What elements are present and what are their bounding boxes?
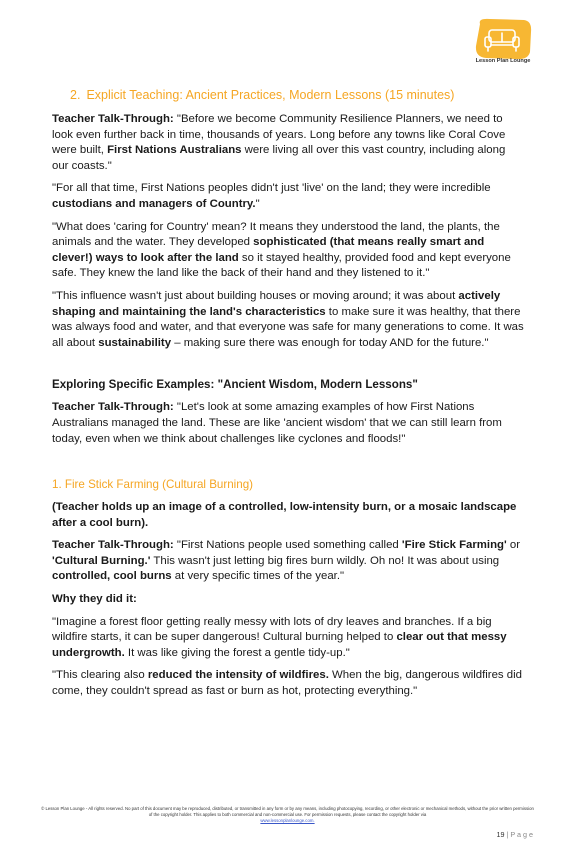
talk-through-label: Teacher Talk-Through: xyxy=(52,539,174,552)
text: "What does 'caring for Country' mean? It means they understood the land, the plants, the animals and the water. They developed xyxy=(52,220,500,249)
text: "Let's look at some amazing examples of how First Nations Australians managed the land. These are like 'ancient wisdom' that we can still learn from today, even when we think about challenges like cyclones and floods!" xyxy=(52,401,502,445)
bold-text: actively shaping and maintaining the land's characteristics xyxy=(52,289,501,318)
bold-text: First Nations Australians xyxy=(107,144,242,157)
text: "First Nations people used something called xyxy=(173,539,402,552)
text: This wasn't just letting big fires burn wildly. Oh no! It was about using xyxy=(150,554,500,567)
text: It was like giving the forest a gentle tidy-up." xyxy=(124,646,350,659)
text: were living all over this vast country, including along our coasts." xyxy=(52,144,506,172)
text: at very specific times of the year." xyxy=(171,570,345,583)
examples-heading: Exploring Specific Examples: "Ancient Wisdom, Modern Lessons" xyxy=(52,378,418,392)
text: "Imagine a forest floor getting really messy with lots of dry leaves and branches. If a big wildfire starts, it can be super dangerous! Cultural burning helped to xyxy=(52,615,492,644)
paragraph-2 xyxy=(52,181,524,212)
page-number xyxy=(496,830,533,839)
text: to make sure it was healthy, that there was always food and water, and that everyone was safe for many generations to come. It was all about xyxy=(52,305,524,349)
bold-text: clear out that messy undergrowth. xyxy=(52,631,507,659)
page-separator: | xyxy=(506,830,509,839)
text: "This influence wasn't just about building houses or moving around; it was about xyxy=(52,289,459,302)
section-number: 2. xyxy=(70,88,81,102)
section-title xyxy=(70,88,524,102)
text: When the big, dangerous wildfires did come, they couldn't spread as fast or burn as hot, protecting everything." xyxy=(52,669,522,698)
website-link[interactable]: www.lessonplanlounge.com. xyxy=(260,818,315,823)
text: so it stayed healthy, provided food and kept everyone safe. They knew the land like the back of their hand and they listened to it." xyxy=(52,251,511,280)
paragraph-9 xyxy=(52,668,524,699)
talk-through-label: Teacher Talk-Through: xyxy=(52,113,174,125)
fire-stick-farming-heading: 1. Fire Stick Farming (Cultural Burning) xyxy=(52,478,254,492)
paragraph-4 xyxy=(52,289,524,351)
paragraph-5 xyxy=(52,400,524,447)
paragraph-1 xyxy=(52,112,524,174)
document-body xyxy=(52,88,524,707)
text: – making sure there was enough for today AND for the future." xyxy=(171,336,489,349)
copyright-footer xyxy=(40,806,535,824)
text: "Before we become Community Resilience Planners, we need to look even further back in time, thousands of years. Long before any towns like Coral Cove were built, xyxy=(52,113,506,157)
bold-text: sustainability xyxy=(98,336,172,349)
logo-text: Lesson Plan Lounge xyxy=(475,58,531,64)
text: or xyxy=(506,539,521,552)
bold-text: 'Fire Stick Farming' xyxy=(401,539,507,552)
bold-text: Why they did it: xyxy=(52,593,137,606)
copyright-text: © Lesson Plan Lounge - All rights reserved. No part of this document may be reproduced, distributed, or transmitted in any form or by any means, including photocopying, recording, or other electronic or mechanical methods, without the prior written permission of the copyright holder. This applies to both commercial and non-commercial use. For permission requests, please contact the copyright holder via xyxy=(41,806,534,817)
text: "This clearing also xyxy=(52,669,148,682)
stage-direction xyxy=(52,500,524,531)
talk-through-label: Teacher Talk-Through: xyxy=(52,401,174,414)
paragraph-8 xyxy=(52,615,524,662)
page-label: P a g e xyxy=(510,830,533,839)
bold-text: (Teacher holds up an image of a controlled, low-intensity burn, or a mosaic landscape after a cool burn). xyxy=(52,501,517,529)
bold-text: custodians and managers of Country. xyxy=(52,197,256,210)
text: " xyxy=(255,197,260,210)
bold-text: sophisticated (that means really smart and clever!) ways to look after the land xyxy=(52,236,485,264)
bold-text: reduced the intensity of wildfires. xyxy=(147,669,329,682)
bold-text: controlled, cool burns xyxy=(52,570,172,583)
section-title-text: Explicit Teaching: Ancient Practices, Modern Lessons (15 minutes) xyxy=(86,88,455,102)
why-heading xyxy=(52,592,524,608)
paragraph-3 xyxy=(52,220,524,282)
paragraph-7 xyxy=(52,538,524,585)
text: "For all that time, First Nations peoples didn't just 'live' on the land; they were incredible xyxy=(52,182,491,195)
page-number-value: 19 xyxy=(496,830,505,839)
bold-text: 'Cultural Burning.' xyxy=(52,554,151,567)
